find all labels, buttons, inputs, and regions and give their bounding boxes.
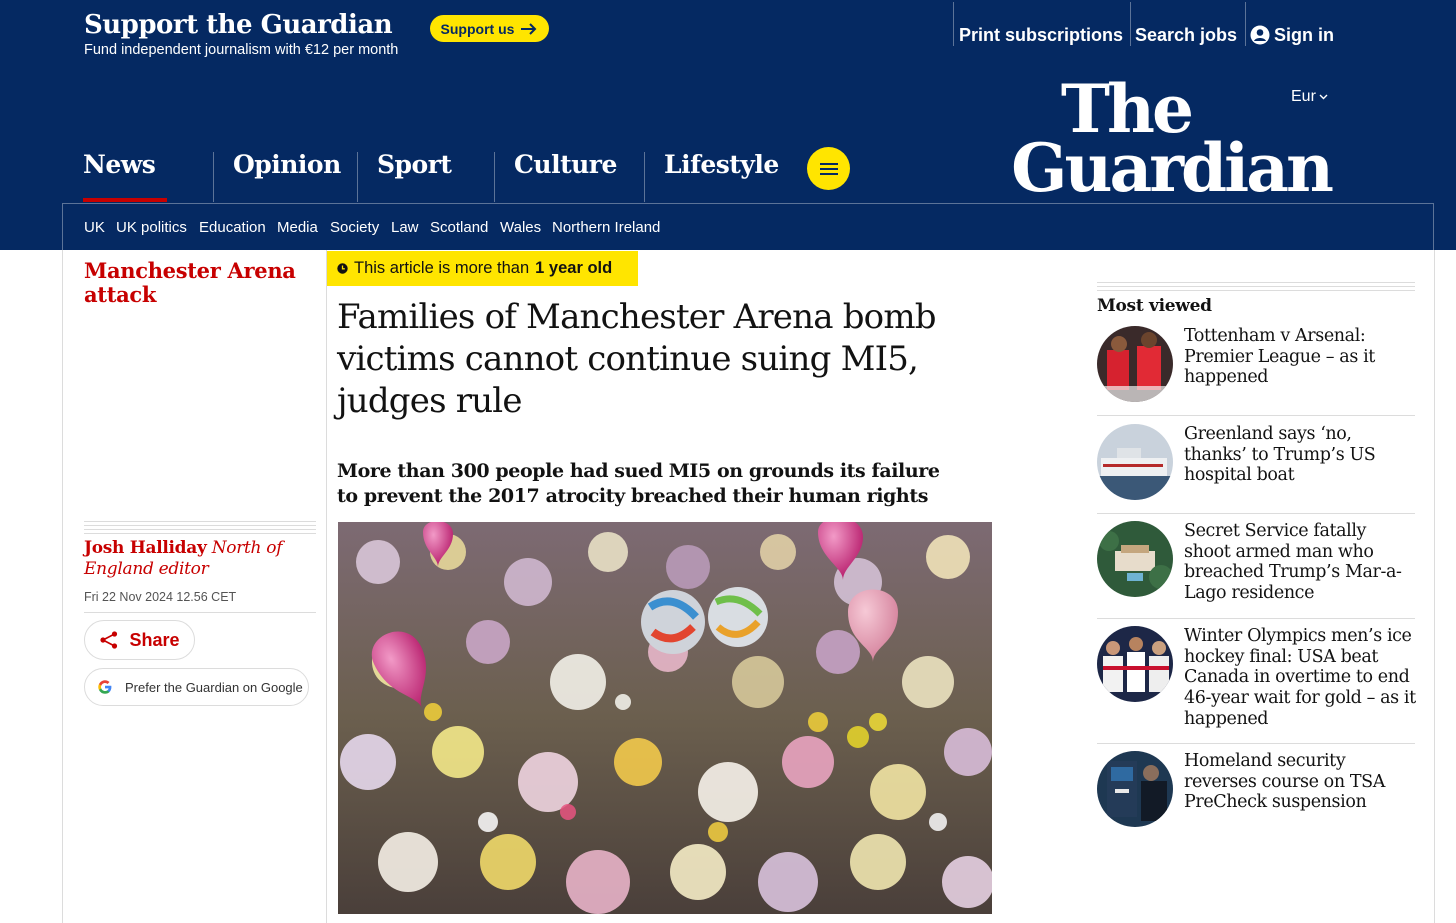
pillar-news[interactable]: News [63,150,155,202]
top-divider [953,2,954,46]
subnav-society[interactable]: Society [330,219,380,236]
clock-icon [337,263,348,274]
guardian-logo[interactable] [985,70,1331,208]
user-icon [1250,25,1270,45]
google-icon [98,680,112,694]
support-us-label: Support us [440,20,515,37]
most-viewed-headline: Tottenham v Arsenal: Premier League – as it happened [1184,326,1375,388]
most-viewed-thumbnail [1097,521,1173,597]
logo-line-2: Guardian [1011,129,1331,208]
most-viewed-separator [1097,618,1415,619]
subnav-law[interactable]: Law [391,219,419,236]
most-viewed-separator [1097,743,1415,744]
support-us-button[interactable] [430,15,549,42]
subnav-media[interactable]: Media [277,219,318,236]
article-headline: Families of Manchester Arena bomb victims cannot continue suing MI5, judges rule [337,297,936,421]
top-divider [1130,2,1131,46]
most-viewed-title: Most viewed [1097,296,1212,316]
arrow-right-icon [520,22,538,36]
most-viewed-headline: Winter Olympics men’s ice hockey final: USA beat Canada in overtime to end 46-year wait for gold – as it happened [1184,626,1416,729]
article-age-badge [327,251,638,286]
most-viewed-headline: Secret Service fatally shoot armed man who breached Trump’s Mar-a-Lago residence [1184,521,1402,604]
top-divider [1245,2,1246,46]
meta-rule [84,533,316,534]
article-standfirst: More than 300 people had sued MI5 on grounds its failure to prevent the 2017 atrocity breached their human rights [337,460,940,507]
subnav-uk-politics[interactable]: UK politics [116,219,187,236]
subnav-northern-ireland[interactable]: Northern Ireland [552,219,661,236]
age-prefix: This article is more than [354,259,530,277]
publish-date: Fri 22 Nov 2024 12.56 CET [84,590,237,604]
meta-rule [84,521,316,522]
most-viewed-thumbnail [1097,626,1173,702]
meta-rule [84,612,316,613]
most-viewed-headline: Greenland says ‘no, thanks’ to Trump’s US hospital boat [1184,424,1376,486]
logo-line-1: The [1060,70,1191,148]
sign-in-link[interactable] [1250,0,1334,70]
support-subtitle: Fund independent journalism with €12 per month [84,42,399,58]
byline [84,538,304,580]
frame-left [62,250,63,923]
print-subscriptions-link[interactable]: Print subscriptions [959,24,1124,45]
most-viewed-separator [1097,415,1415,416]
main-photo [338,522,992,914]
edition-label: Eur [1291,88,1316,105]
most-viewed-thumbnail [1097,751,1173,827]
most-viewed-thumbnail [1097,326,1173,402]
age-value: 1 year old [535,259,613,277]
sign-in-label: Sign in [1274,24,1334,45]
subnav-scotland[interactable]: Scotland [430,219,489,236]
frame-right [1434,250,1435,923]
support-title: Support the Guardian [84,10,393,40]
pillar-opinion[interactable]: Opinion [213,150,341,202]
column-divider [326,250,327,923]
subnav [62,203,1434,250]
subnav-education[interactable]: Education [199,219,266,236]
share-icon [99,630,119,650]
most-viewed-rules [1097,282,1415,294]
pillar-lifestyle[interactable]: Lifestyle [644,150,779,202]
meta-rule [84,529,316,530]
share-label: Share [129,629,180,650]
author-name[interactable]: Josh Halliday [84,538,207,558]
prefer-google-label: Prefer the Guardian on Google [125,679,303,695]
search-jobs-link[interactable]: Search jobs [1135,24,1238,45]
menu-button[interactable] [807,147,850,190]
pillar-sport[interactable]: Sport [357,150,451,202]
most-viewed-thumbnail [1097,424,1173,500]
share-button[interactable] [84,620,195,660]
most-viewed-separator [1097,513,1415,514]
pillar-culture[interactable]: Culture [494,150,617,202]
series-label[interactable]: Manchester Arena attack [84,258,296,307]
author-role: North of England editor [84,538,283,579]
menu-icon [819,162,839,176]
meta-rule [84,525,316,526]
subnav-wales[interactable]: Wales [500,219,542,236]
prefer-google-button[interactable] [84,668,309,706]
subnav-uk[interactable]: UK [84,219,105,236]
flowers-photo [338,522,992,914]
support-bar [0,0,1456,70]
most-viewed-headline: Homeland security reverses course on TSA PreCheck suspension [1184,751,1385,813]
